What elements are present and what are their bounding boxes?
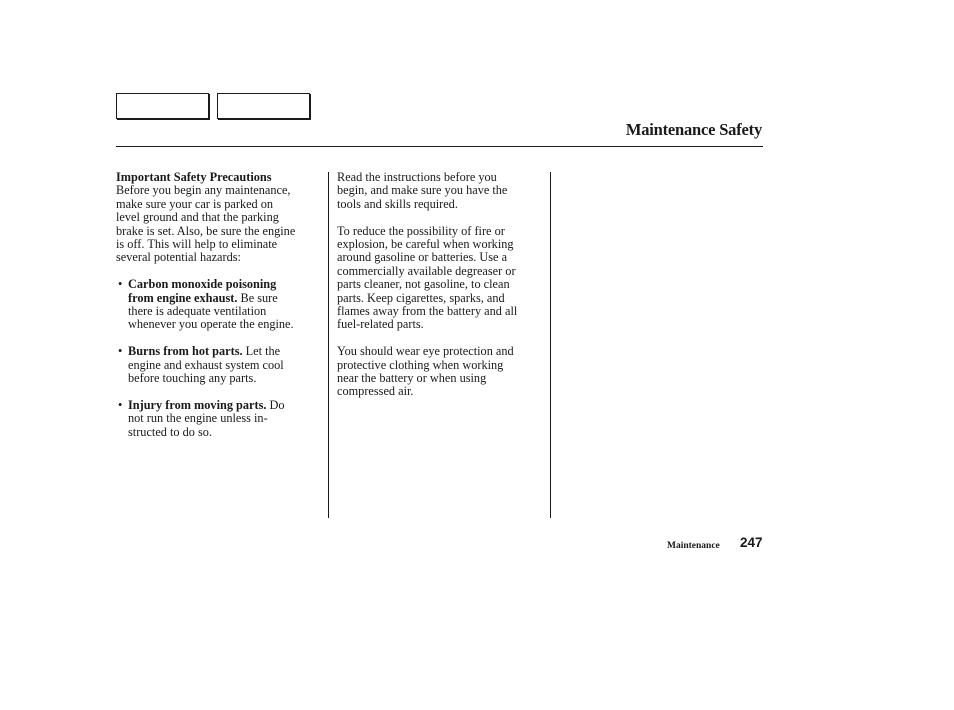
safety-intro [116, 171, 320, 265]
page-title: Maintenance Safety [625, 120, 762, 139]
column-divider-1 [328, 172, 329, 518]
paragraph-line: commercially available degreaser or [337, 263, 516, 278]
paragraph-line: tools and skills required. [337, 196, 458, 211]
page-number: 247 [740, 535, 763, 550]
column-divider-2 [550, 172, 551, 518]
text-column-middle [337, 171, 545, 399]
paragraph-line: begin, and make sure you have the [337, 183, 508, 198]
hazard-title: Injury from moving parts. [128, 397, 267, 412]
paragraph-line: compressed air. [337, 384, 414, 399]
paragraph-line: You should wear eye protection and [337, 344, 514, 359]
bullet-icon: • [118, 344, 123, 359]
hazard-text: Do [266, 397, 285, 412]
paragraph-line: near the battery or when using [337, 371, 487, 386]
paragraph-line: around gasoline or batteries. Use a [337, 250, 508, 265]
paragraph-line: parts cleaner, not gasoline, to clean [337, 277, 510, 292]
hazard-text: before touching any parts. [128, 371, 257, 386]
paragraph-line: flames away from the battery and all [337, 304, 518, 319]
hazard-title: Carbon monoxide poisoning [128, 277, 277, 292]
paragraph-line: To reduce the possibility of fire or [337, 223, 505, 238]
footer-section-label: Maintenance [667, 541, 720, 551]
hazard-title: from engine exhaust. [128, 290, 238, 305]
intro-line: several potential hazards: [116, 250, 241, 265]
paragraph-line: parts. Keep cigarettes, sparks, and [337, 290, 505, 305]
hazard-title: Burns from hot parts. [128, 344, 243, 359]
section-heading: Important Safety Precautions [116, 170, 272, 184]
hazard-text: Be sure [237, 290, 278, 305]
intro-line: Before you begin any maintenance, [116, 183, 291, 198]
hazard-text: engine and exhaust system cool [128, 357, 284, 372]
bullet-icon: • [118, 277, 123, 292]
hazard-text: whenever you operate the engine. [128, 317, 294, 332]
paragraph-eye-protection [337, 345, 545, 399]
hazard-item-burns [116, 345, 320, 385]
paragraph-fire-explosion [337, 225, 545, 332]
nav-button-next[interactable] [217, 93, 310, 119]
bullet-icon: • [118, 397, 123, 412]
title-divider [116, 146, 763, 147]
paragraph-line: explosion, be careful when working [337, 237, 514, 252]
intro-line: make sure your car is parked on [116, 196, 274, 211]
hazard-text: not run the engine unless in- [128, 411, 268, 426]
intro-line: brake is set. Also, be sure the engine [116, 223, 296, 238]
intro-line: level ground and that the parking [116, 210, 279, 225]
hazard-item-carbon-monoxide [116, 278, 320, 332]
hazard-item-moving-parts [116, 399, 320, 439]
paragraph-line: protective clothing when working [337, 357, 504, 372]
paragraph-line: Read the instructions before you [337, 170, 497, 184]
paragraph-line: fuel-related parts. [337, 317, 424, 332]
hazard-text: Let the [242, 344, 281, 359]
hazard-text: structed to do so. [128, 424, 213, 439]
paragraph-instructions [337, 171, 545, 211]
hazard-text: there is adequate ventilation [128, 304, 267, 319]
text-column-left [116, 171, 320, 439]
nav-button-previous[interactable] [116, 93, 209, 119]
intro-line: is off. This will help to eliminate [116, 237, 278, 252]
